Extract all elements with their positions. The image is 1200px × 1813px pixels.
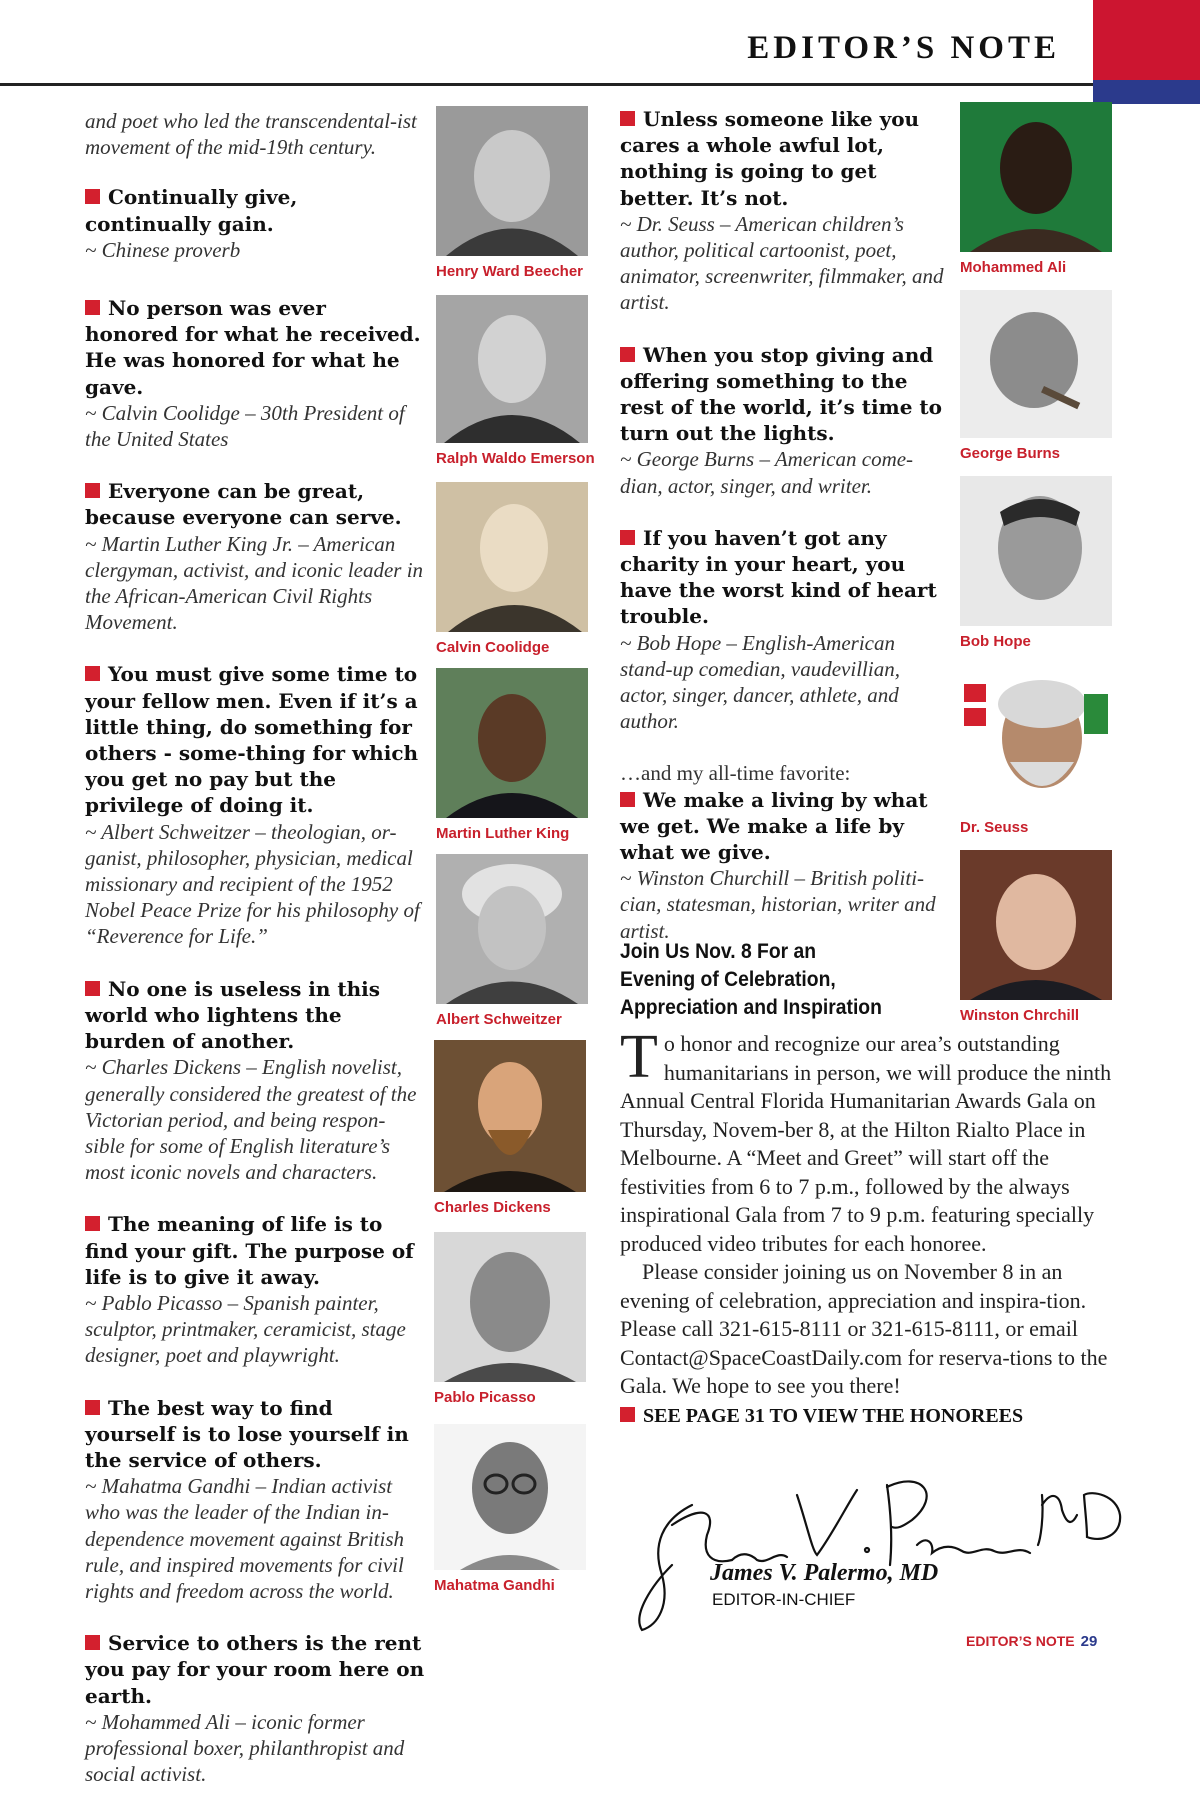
- corner-accent-blue: [1093, 80, 1200, 104]
- event-heading: Join Us Nov. 8 For an Evening of Celebration, Appreciation and Inspiration: [620, 940, 882, 1019]
- portrait-photo-icon: [960, 290, 1112, 438]
- section-title: EDITOR’S NOTE: [747, 30, 1060, 66]
- quote-text: Everyone can be great, because everyone can serve.: [85, 479, 402, 530]
- portrait-photo-icon: [960, 664, 1112, 812]
- portrait-dr-seuss: [960, 664, 1112, 836]
- bullet-square-icon: [85, 981, 100, 996]
- portrait-photo-icon: [436, 668, 588, 818]
- quote-block: [620, 106, 950, 316]
- portrait-henry-ward-beecher: [436, 106, 588, 280]
- quote-author: ~ Mohammed Ali – iconic former professional boxer, philanthropist and social activist.: [85, 1709, 405, 1787]
- quote-author: ~ Dr. Seuss – American children’s author, political cartoonist, poet, animator, screenwriter, filmmaker, and artist.: [620, 211, 944, 315]
- bullet-square-icon: [620, 347, 635, 362]
- see-page-note: [620, 1405, 1120, 1428]
- portrait-photo-icon: [436, 482, 588, 632]
- quote-text: The best way to find yourself is to lose yourself in the service of others.: [85, 1395, 409, 1472]
- portrait-photo-icon: [436, 295, 588, 443]
- bullet-square-icon: [85, 1400, 100, 1415]
- portrait-bob-hope: [960, 476, 1112, 650]
- portrait-caption: Mohammed Ali: [960, 259, 1067, 276]
- quote-text: We make a living by what we get. We make a life by what we give.: [620, 787, 928, 865]
- portrait-caption: Charles Dickens: [434, 1199, 551, 1216]
- portrait-photo-icon: [436, 106, 588, 256]
- bullet-square-icon: [85, 1635, 100, 1650]
- quote-author: ~ Calvin Coolidge – 30th President of the United States: [85, 400, 405, 452]
- portrait-photo-icon: [434, 1040, 586, 1192]
- portrait-charles-dickens: [434, 1040, 586, 1216]
- signature-title: EDITOR-IN-CHIEF: [712, 1590, 856, 1609]
- left-column: [85, 108, 425, 1813]
- portrait-photo-icon: [960, 102, 1112, 252]
- portrait-martin-luther-king: [436, 668, 588, 842]
- quote-block: [85, 661, 425, 949]
- portrait-caption: Dr. Seuss: [960, 819, 1029, 836]
- portrait-caption: George Burns: [960, 445, 1061, 462]
- bullet-square-icon: [85, 666, 100, 681]
- quote-text: No one is useless in this world who lightens the burden of another.: [85, 976, 381, 1054]
- quote-text: You must give some time to your fellow men. Even if it’s a little thing, do something for others - some-thing for which you get no pay but the privilege of doing it.: [85, 662, 419, 818]
- event-paragraph-text: o honor and recognize our area’s outstanding humanitarians in person, we will produce the ninth Annual Central Florida Humanitarian Awards Gala on Thursday, Novem-ber 8, at the Hilton Rialto Place in Melbourne. A “Meet and Greet” will start off the festivities from 6 to 7 p.m., followed by the always inspirational Gala from 7 to 9 p.m. featuring specially produced video tributes for each honoree.: [620, 1031, 1112, 1256]
- right-column: [620, 106, 950, 970]
- portrait-pablo-picasso: [434, 1232, 586, 1406]
- quote-block: [85, 184, 425, 263]
- portrait-caption: Bob Hope: [960, 633, 1031, 650]
- bullet-square-icon: [620, 111, 635, 126]
- portrait-albert-schweitzer: [436, 854, 588, 1028]
- portrait-photo-icon: [960, 850, 1112, 1000]
- quote-author: ~ George Burns – American come-dian, actor, singer, and writer.: [620, 447, 914, 498]
- event-paragraph: Please consider joining us on November 8 in an evening of celebration, appreciation and inspira-tion. Please call 321-615-8111 or 321-615-8111, or email Contact@SpaceCoastDaily.com for reserva-tions to the Gala. We hope to see you there!: [620, 1259, 1108, 1398]
- bullet-square-icon: [620, 1407, 635, 1422]
- favorite-quote: [620, 787, 950, 944]
- quote-text: No person was ever honored for what he received. He was honored for what he gave.: [85, 296, 421, 399]
- quote-text: When you stop giving and offering something to the rest of the world, it’s time to turn out the lights.: [620, 342, 942, 446]
- portrait-caption: Henry Ward Beecher: [436, 263, 583, 280]
- quote-author: ~ Mahatma Gandhi – Indian activist who was the leader of the Indian in-dependence movement against British rule, and inspired movements for civil rights and freedom across the world.: [85, 1474, 404, 1603]
- portrait-caption: Calvin Coolidge: [436, 639, 550, 656]
- portrait-winston-churchill: [960, 850, 1112, 1024]
- bullet-square-icon: [85, 189, 100, 204]
- portrait-caption: Albert Schweitzer: [436, 1011, 562, 1028]
- quote-block: [85, 295, 425, 452]
- quote-block: [85, 1211, 425, 1368]
- quote-block: [85, 1630, 425, 1787]
- corner-accent-red: [1093, 0, 1200, 80]
- quote-text: Service to others is the rent you pay for your room here on earth.: [85, 1631, 425, 1708]
- portrait-photo-icon: [960, 476, 1112, 626]
- portrait-ralph-waldo-emerson: [436, 295, 595, 467]
- quote-block: [85, 1395, 425, 1605]
- page-number: 29: [1080, 1633, 1098, 1650]
- bullet-square-icon: [620, 530, 635, 545]
- quote-author: ~ Bob Hope – English-American stand-up comedian, vaudevillian, actor, singer, dancer, athlete, and author.: [620, 630, 900, 734]
- quote-author: ~ Pablo Picasso – Spanish painter, sculptor, printmaker, ceramicist, stage designer, poet and playwright.: [85, 1290, 406, 1368]
- event-body: [620, 1023, 1120, 1428]
- quote-text: The meaning of life is to find your gift. The purpose of life is to give it away.: [85, 1212, 414, 1289]
- bullet-square-icon: [85, 483, 100, 498]
- quote-author: ~ Albert Schweitzer – theologian, or-ganist, philosopher, physician, medical missionary and recipient of the 1952 Nobel Peace Prize for his philosophy of “Reverence for Life.”: [85, 819, 420, 949]
- quote-block: [620, 525, 950, 735]
- quote-author: ~ Martin Luther King Jr. – American clergyman, activist, and iconic leader in the African-American Civil Rights Movement.: [85, 531, 424, 635]
- portrait-mahatma-gandhi: [434, 1424, 586, 1594]
- see-page-text: SEE PAGE 31 TO VIEW THE HONOREES: [643, 1404, 1024, 1427]
- portrait-caption: Mahatma Gandhi: [434, 1577, 555, 1594]
- portrait-calvin-coolidge: [436, 482, 588, 656]
- bullet-square-icon: [620, 792, 635, 807]
- quote-author: ~ Charles Dickens – English novelist, generally considered the greatest of the Victorian period, and being respon-sible for some of English literature’s most iconic novels and characters.: [85, 1055, 417, 1185]
- quote-text: Continually give, continually gain.: [85, 185, 298, 236]
- quote-block: [85, 478, 425, 635]
- page-footer: [966, 1633, 1097, 1650]
- bullet-square-icon: [85, 300, 100, 315]
- footer-label: EDITOR’S NOTE: [966, 1633, 1075, 1649]
- portrait-photo-icon: [434, 1424, 586, 1570]
- portrait-photo-icon: [436, 854, 588, 1004]
- quote-text: Unless someone like you cares a whole awful lot, nothing is going to get better. It’s not.: [620, 107, 920, 210]
- portrait-caption: Pablo Picasso: [434, 1389, 536, 1406]
- favorite-intro: …and my all-time favorite:: [620, 761, 851, 786]
- portrait-caption: Martin Luther King: [436, 825, 570, 842]
- header-rule: [0, 83, 1093, 86]
- quote-block: [620, 342, 950, 499]
- drop-cap: T: [620, 1023, 658, 1091]
- signature-handwriting: [622, 1465, 1142, 1635]
- portrait-caption: Winston Chrchill: [960, 1007, 1080, 1024]
- event-paragraph: [620, 1023, 1120, 1258]
- quote-text: If you haven’t got any charity in your heart, you have the worst kind of heart trouble.: [620, 525, 937, 629]
- portrait-george-burns: [960, 290, 1112, 462]
- bullet-square-icon: [85, 1216, 100, 1231]
- portrait-mohammed-ali: [960, 102, 1112, 276]
- quote-author: ~ Winston Churchill – British politi-cian, statesman, historian, writer and artist.: [620, 866, 936, 943]
- intro-fragment: and poet who led the transcendental-ist movement of the mid-19th century.: [85, 109, 417, 160]
- portrait-photo-icon: [434, 1232, 586, 1382]
- portrait-caption: Ralph Waldo Emerson: [436, 450, 595, 467]
- quote-author: ~ Chinese proverb: [85, 237, 241, 262]
- signature-name: James V. Palermo, MD: [710, 1560, 939, 1586]
- quote-block: [85, 976, 425, 1186]
